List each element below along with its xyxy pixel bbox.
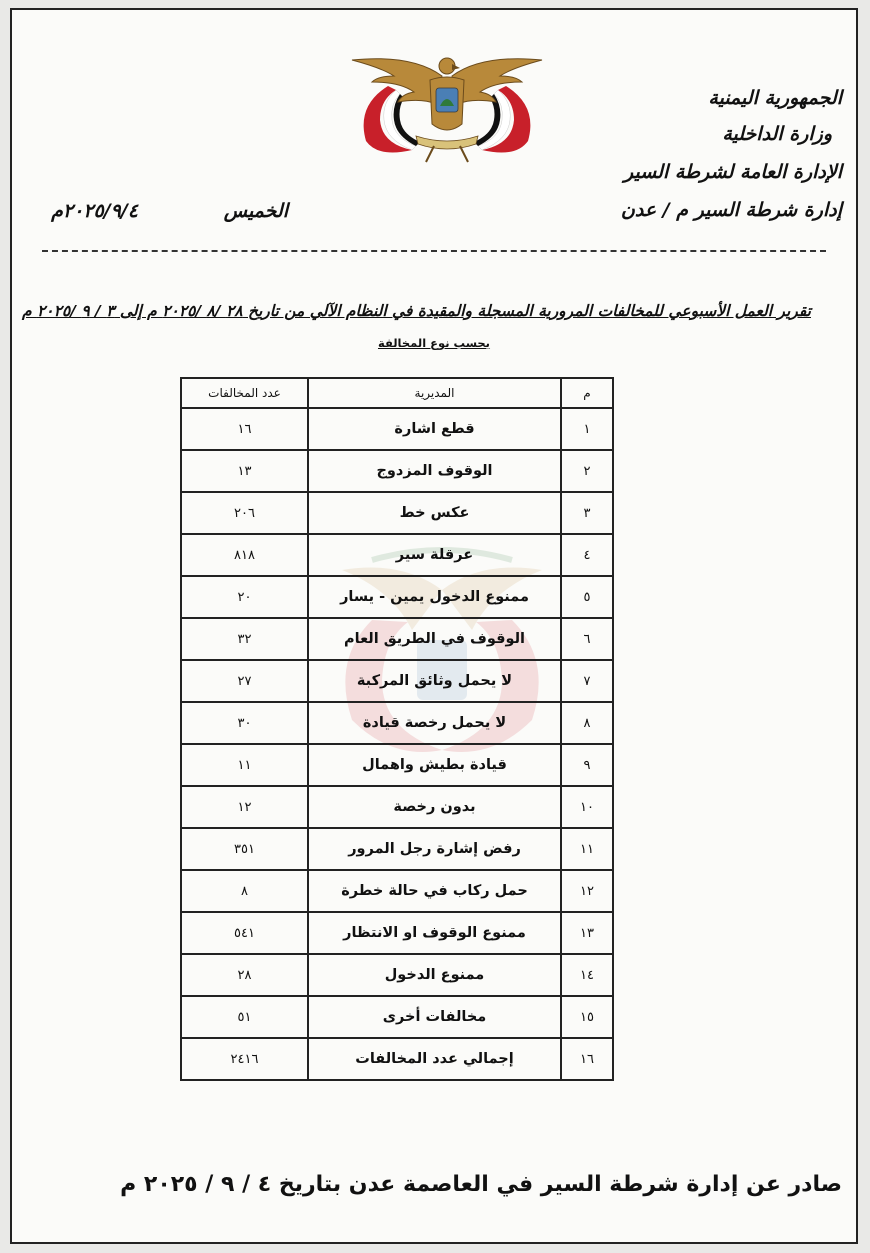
row-count: ١١ [181,744,308,786]
header-num: م [561,378,613,408]
row-count: ٥٤١ [181,912,308,954]
table-row [181,996,613,1038]
row-name: عكس خط [308,492,561,534]
row-num: ٨ [561,702,613,744]
table-row [181,870,613,912]
table-row [181,828,613,870]
country-name: الجمهورية اليمنية [708,87,842,109]
row-name: رفض إشارة رجل المرور [308,828,561,870]
row-count: ١٢ [181,786,308,828]
dashed-divider [42,250,826,252]
table-total-row [181,1038,613,1080]
row-count: ٢٠٦ [181,492,308,534]
day-label: الخميس [223,200,288,222]
header-count: عدد المخالفات [181,378,308,408]
table-row [181,744,613,786]
row-num: ١٣ [561,912,613,954]
ministry-name: وزارة الداخلية [722,123,832,145]
table-row [181,660,613,702]
row-count: ٣٥١ [181,828,308,870]
table-row [181,786,613,828]
row-num: ١٦ [561,1038,613,1080]
row-num: ١٠ [561,786,613,828]
report-subtitle: بحسب نوع المخالفة [377,336,491,350]
row-num: ٤ [561,534,613,576]
row-count: ١٣ [181,450,308,492]
row-count: ٨ [181,870,308,912]
row-count: ٢٨ [181,954,308,996]
row-name: لا يحمل رخصة قيادة [308,702,561,744]
table-row [181,534,613,576]
row-name: بدون رخصة [308,786,561,828]
row-num: ١٤ [561,954,613,996]
violations-table [180,377,614,1081]
row-count: ٨١٨ [181,534,308,576]
row-name: الوقوف المزدوج [308,450,561,492]
row-name: حمل ركاب في حالة خطرة [308,870,561,912]
table-row [181,492,613,534]
row-num: ٧ [561,660,613,702]
row-name: ممنوع الوقوف او الانتظار [308,912,561,954]
row-num: ١٢ [561,870,613,912]
row-name: لا يحمل وثائق المركبة [308,660,561,702]
department-name: الإدارة العامة لشرطة السير [624,161,842,183]
row-count: ٢٠ [181,576,308,618]
row-num: ١٥ [561,996,613,1038]
table-row [181,576,613,618]
row-num: ٢ [561,450,613,492]
report-title: تقرير العمل الأسبوعي للمخالفات المرورية المسجلة والمقيدة في النظام الآلي من تاريخ ٢٨ /٨ /٢٠٢٥ م إلى ٣ / ٩ /٢٠٢٥ م [21,302,811,320]
row-num: ٦ [561,618,613,660]
row-name: قيادة بطيش واهمال [308,744,561,786]
row-count: ٥١ [181,996,308,1038]
table-row [181,408,613,450]
table-header-row [181,378,613,408]
table-row [181,954,613,996]
eagle-emblem-icon [342,46,552,166]
row-name: مخالفات أخرى [308,996,561,1038]
row-name: ممنوع الدخول يمين - يسار [308,576,561,618]
row-name: ممنوع الدخول [308,954,561,996]
table-row [181,912,613,954]
row-count: ٢٧ [181,660,308,702]
row-name: عرقلة سير [308,534,561,576]
table-row [181,702,613,744]
row-num: ١ [561,408,613,450]
row-count: ١٦ [181,408,308,450]
row-num: ٣ [561,492,613,534]
date-label: ٢٠٢٥/٩/٤م [51,200,138,222]
table-row [181,618,613,660]
row-num: ٥ [561,576,613,618]
header-name: المديرية [308,378,561,408]
row-num: ١١ [561,828,613,870]
row-count: ٣٠ [181,702,308,744]
table-row [181,450,613,492]
row-name: الوقوف في الطريق العام [308,618,561,660]
issued-by-footer: صادر عن إدارة شرطة السير في العاصمة عدن بتاريخ ٤ / ٩ / ٢٠٢٥ م [120,1172,842,1197]
row-num: ٩ [561,744,613,786]
row-count: ٣٢ [181,618,308,660]
branch-name: إدارة شرطة السير م / عدن [620,199,842,221]
row-name: قطع اشارة [308,408,561,450]
row-name: إجمالي عدد المخالفات [308,1038,561,1080]
document-sheet [10,8,858,1244]
row-count: ٢٤١٦ [181,1038,308,1080]
